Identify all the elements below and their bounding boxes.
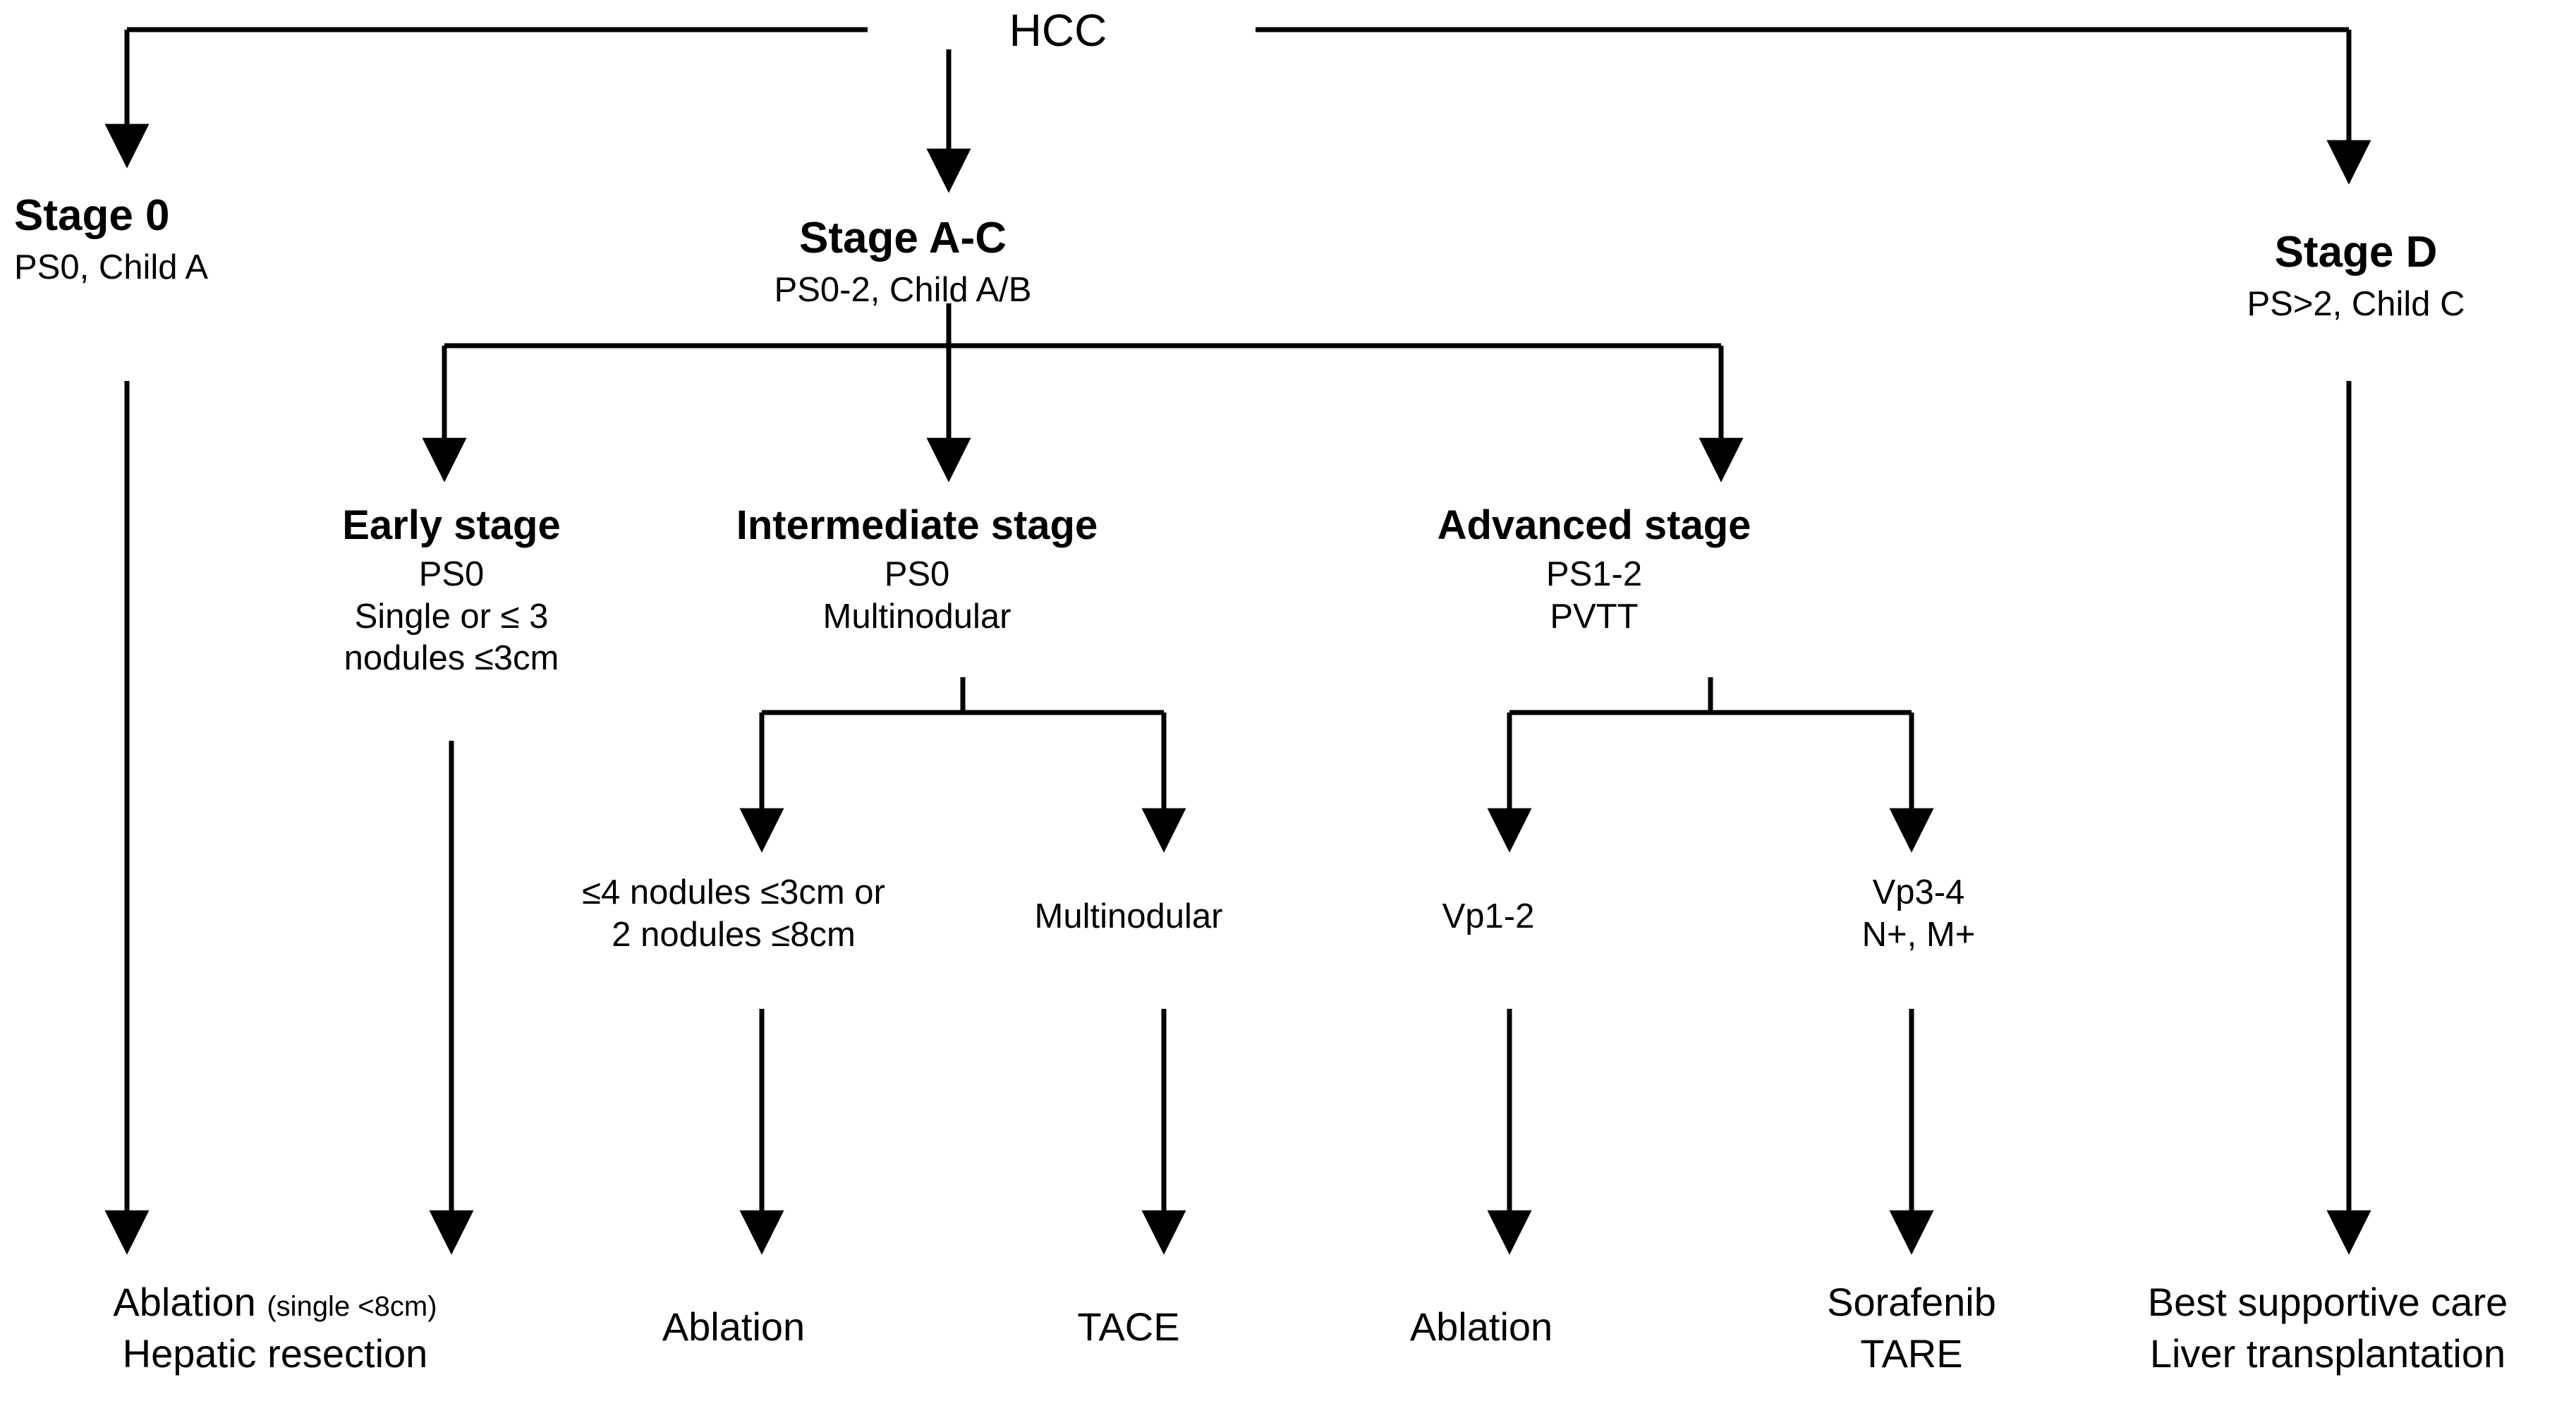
node-criteria-vp3-4-line1: Vp3-4: [1872, 873, 1965, 911]
node-intermediate-stage-line2: Multinodular: [822, 597, 1011, 636]
node-treatment-stage-0-line2: Hepatic resection: [122, 1331, 428, 1376]
node-hcc-label: HCC: [1009, 5, 1107, 56]
node-treatment-vp1-2: [1340, 1302, 1622, 1353]
node-treatment-vp3-4: [1749, 1277, 2074, 1380]
node-advanced-stage-title: Advanced stage: [1437, 502, 1751, 548]
node-treatment-stage-d: [2081, 1277, 2575, 1380]
node-early-stage: [268, 501, 635, 680]
node-early-stage-line3: nodules ≤3cm: [344, 639, 559, 678]
node-criteria-nodules-line2: 2 nodules ≤8cm: [612, 915, 856, 954]
node-treatment-stage-0-line1-main: Ablation: [113, 1280, 256, 1324]
node-treatment-intermediate-line1: TACE: [1077, 1304, 1180, 1349]
node-treatment-early: [593, 1302, 875, 1353]
node-treatment-early-line1: Ablation: [662, 1304, 806, 1349]
node-treatment-vp1-2-line1: Ablation: [1409, 1304, 1553, 1349]
node-criteria-vp3-4: [1792, 872, 2046, 957]
node-stage-d-subtitle: PS>2, Child C: [2247, 284, 2465, 323]
node-stage-d: [2158, 226, 2553, 325]
node-treatment-stage-d-line2: Liver transplantation: [2149, 1331, 2506, 1376]
node-treatment-stage-0-line1-note: (single <8cm): [267, 1291, 437, 1322]
node-stage-0-title: Stage 0: [14, 191, 170, 240]
node-stage-a-c-subtitle: PS0-2, Child A/B: [774, 270, 1032, 309]
node-intermediate-stage: [705, 501, 1129, 638]
node-advanced-stage: [1375, 501, 1813, 638]
node-early-stage-line2: Single or ≤ 3: [354, 597, 549, 636]
node-stage-a-c: [684, 212, 1122, 311]
node-treatment-vp3-4-line1: Sorafenib: [1827, 1280, 1996, 1324]
node-intermediate-stage-line1: PS0: [884, 554, 950, 593]
node-criteria-vp1-2-line1: Vp1-2: [1442, 897, 1535, 935]
node-stage-0: [14, 189, 310, 289]
node-criteria-vp1-2: [1383, 896, 1594, 938]
node-stage-0-subtitle: PS0, Child A: [14, 248, 209, 286]
node-criteria-vp3-4-line2: N+, M+: [1861, 915, 1976, 954]
node-advanced-stage-line1: PS1-2: [1545, 554, 1643, 593]
node-intermediate-stage-title: Intermediate stage: [736, 502, 1098, 548]
node-criteria-multinodular-line1: Multinodular: [1034, 897, 1223, 935]
node-early-stage-line1: PS0: [418, 554, 485, 593]
node-stage-d-title: Stage D: [2274, 228, 2438, 277]
node-treatment-vp3-4-line2: TARE: [1860, 1331, 1963, 1376]
node-criteria-multinodular: [988, 896, 1270, 938]
node-advanced-stage-line2: PVTT: [1550, 597, 1639, 636]
node-criteria-nodules-line1: ≤4 nodules ≤3cm or: [582, 873, 885, 911]
node-stage-a-c-title: Stage A-C: [799, 214, 1007, 262]
node-criteria-nodules: [522, 872, 945, 957]
node-treatment-intermediate: [988, 1302, 1270, 1353]
node-early-stage-title: Early stage: [342, 502, 561, 548]
node-hcc: [846, 3, 1270, 58]
node-treatment-stage-0: [28, 1277, 522, 1380]
node-treatment-stage-d-line1: Best supportive care: [2147, 1280, 2508, 1324]
node-treatment-stage-0-line1: [28, 1277, 522, 1328]
